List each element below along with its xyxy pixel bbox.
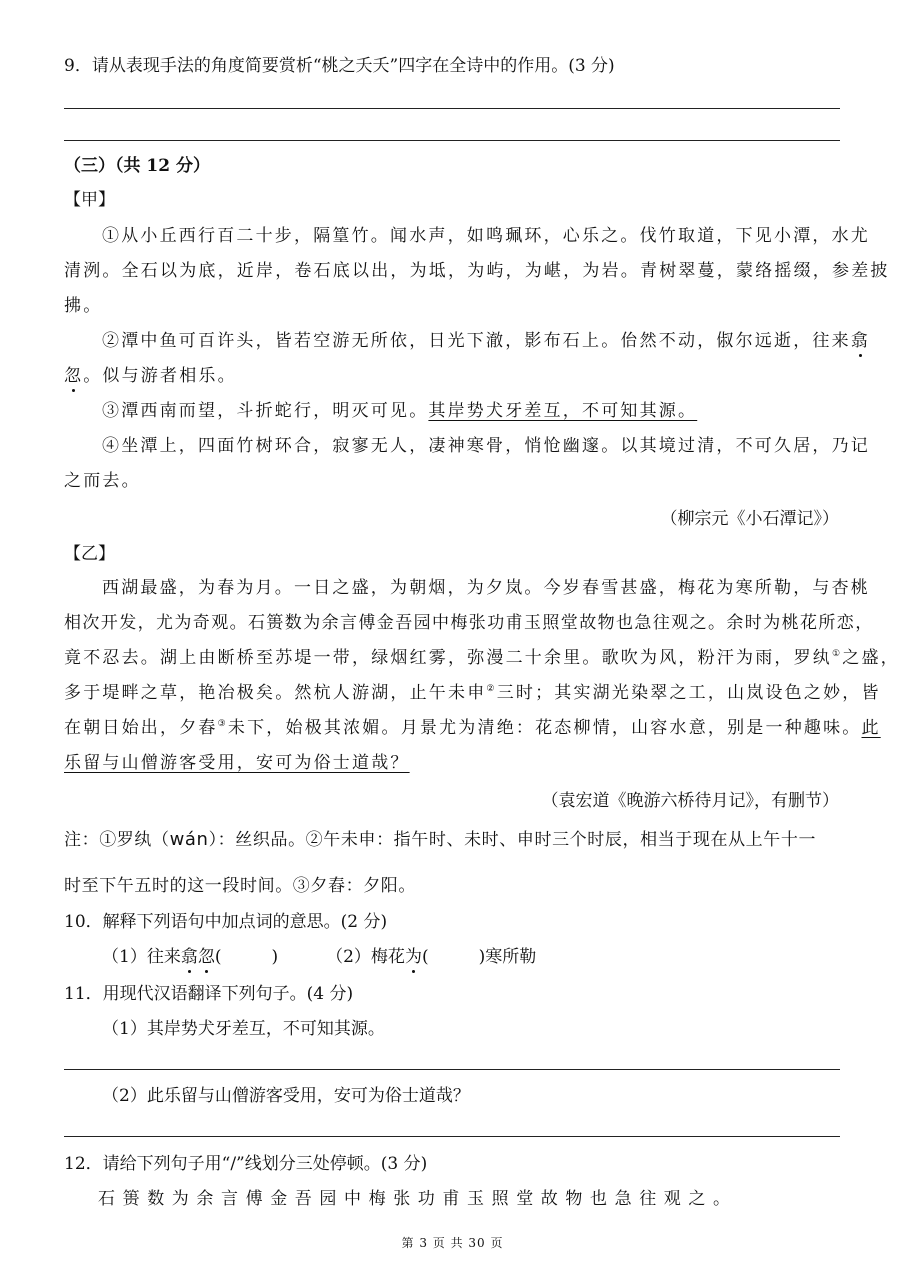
question-12: 12．请给下列句子用“/”线划分三处停顿。(3 分) (64, 1154, 428, 1174)
passage-jia-line: ④坐潭上，四面竹树环合，寂寥无人，凄神寒骨，悄怆幽邃。以其境过清，不可久居，乃记 (102, 436, 870, 456)
dotted-char: 翕 (850, 331, 871, 351)
answer-line (64, 108, 840, 109)
passage-jia-line (102, 331, 870, 351)
passage-label-jia: 【甲】 (64, 190, 115, 210)
section-title: （三）（共 12 分） (64, 156, 210, 176)
passage-yi-line: 相次开发，尤为奇观。石篑数为余言傅金吾园中梅张功甫玉照堂故物也急往观之。余时为桃花所恋， (64, 613, 874, 633)
note-mark: ③ (217, 719, 228, 729)
dotted-char: 忽 (197, 947, 215, 967)
passage-yi-line: 多于堤畔之草，艳冶极矣。然杭人游湖，止午未申②三时；其实湖光染翠之工，山岚设色之妙，皆 (64, 683, 881, 703)
note-mark: ① (832, 649, 843, 659)
passage-label-yi: 【乙】 (64, 544, 115, 564)
passage-jia-line: 忽。似与游者相乐。 (64, 366, 237, 386)
passage-jia-line: 之而去。 (64, 471, 141, 491)
question-11: 11．用现代汉语翻译下列句子。(4 分) (64, 984, 354, 1004)
question-12-sentence: 石篑数为余言傅金吾园中梅张功甫玉照堂故物也急往观之。 (98, 1189, 738, 1209)
underlined-sentence: 其岸势犬牙差互，不可知其源。 (428, 401, 698, 421)
question-10-items: （1）往来翕忽( ) （2）梅花为( )寒所勒 (102, 947, 537, 967)
question-11-item-2: （2）此乐留与山僧游客受用，安可为俗士道哉？ (102, 1086, 470, 1106)
pinyin: wán (169, 829, 209, 850)
passage-yi-line: 在朝日始出，夕舂③未下，始极其浓媚。月景尤为清绝：花态柳情，山容水意，别是一种趣味。此 (64, 718, 881, 738)
underlined-sentence: 乐留与山僧游客受用，安可为俗士道哉？ (64, 753, 410, 773)
notes-line: 时至下午五时的这一段时间。③夕舂：夕阳。 (64, 876, 416, 896)
dotted-char: 翕 (180, 947, 198, 967)
question-9: 9．请从表现手法的角度简要赏析“桃之夭夭”四字在全诗中的作用。(3 分) (64, 56, 615, 76)
answer-line (64, 140, 840, 141)
dotted-char: 为 (404, 947, 422, 967)
dotted-char: 忽 (64, 366, 84, 386)
passage-jia-line: 拂。 (64, 296, 103, 316)
question-11-item-1: （1）其岸势犬牙差互，不可知其源。 (102, 1019, 385, 1039)
source-jia: （柳宗元《小石潭记》） (660, 509, 839, 529)
passage-jia-line: ①从小丘西行百二十步，隔篁竹。闻水声，如鸣珮环，心乐之。伐竹取道，下见小潭，水尤 (102, 226, 870, 246)
page-footer: 第 3 页 共 30 页 (401, 1236, 504, 1250)
source-yi: （袁宏道《晚游六桥待月记》，有删节） (541, 791, 839, 811)
passage-jia-text: ②潭中鱼可百许头，皆若空游无所依，日光下澈，影布石上。佁然不动，俶尔远逝，往来 (102, 331, 851, 351)
passage-yi-line: 竟不忍去。湖上由断桥至苏堤一带，绿烟红雾，弥漫二十余里。歌吹为风，粉汗为雨，罗纨①之盛， (64, 648, 900, 668)
passage-jia-line: 清洌。全石以为底，近岸，卷石底以出，为坻，为屿，为嵁，为岩。青树翠蔓，蒙络摇缀，参差披 (64, 261, 890, 281)
underlined-sentence: 此 (861, 718, 881, 738)
question-10: 10．解释下列语句中加点词的意思。(2 分) (64, 912, 388, 932)
passage-yi-line (64, 753, 410, 773)
note-mark: ② (486, 684, 497, 694)
passage-yi-line: 西湖最盛，为春为月。一日之盛，为朝烟，为夕岚。今岁春雪甚盛，梅花为寒所勒，与杏桃 (102, 578, 870, 598)
answer-line (64, 1069, 840, 1070)
passage-jia-line: ③潭西南而望，斗折蛇行，明灭可见。其岸势犬牙差互，不可知其源。 (102, 401, 698, 421)
answer-line (64, 1136, 840, 1137)
notes-line: 注：①罗纨（wán）：丝织品。②午未申：指午时、未时、申时三个时辰，相当于现在从上午十一 (64, 829, 817, 850)
